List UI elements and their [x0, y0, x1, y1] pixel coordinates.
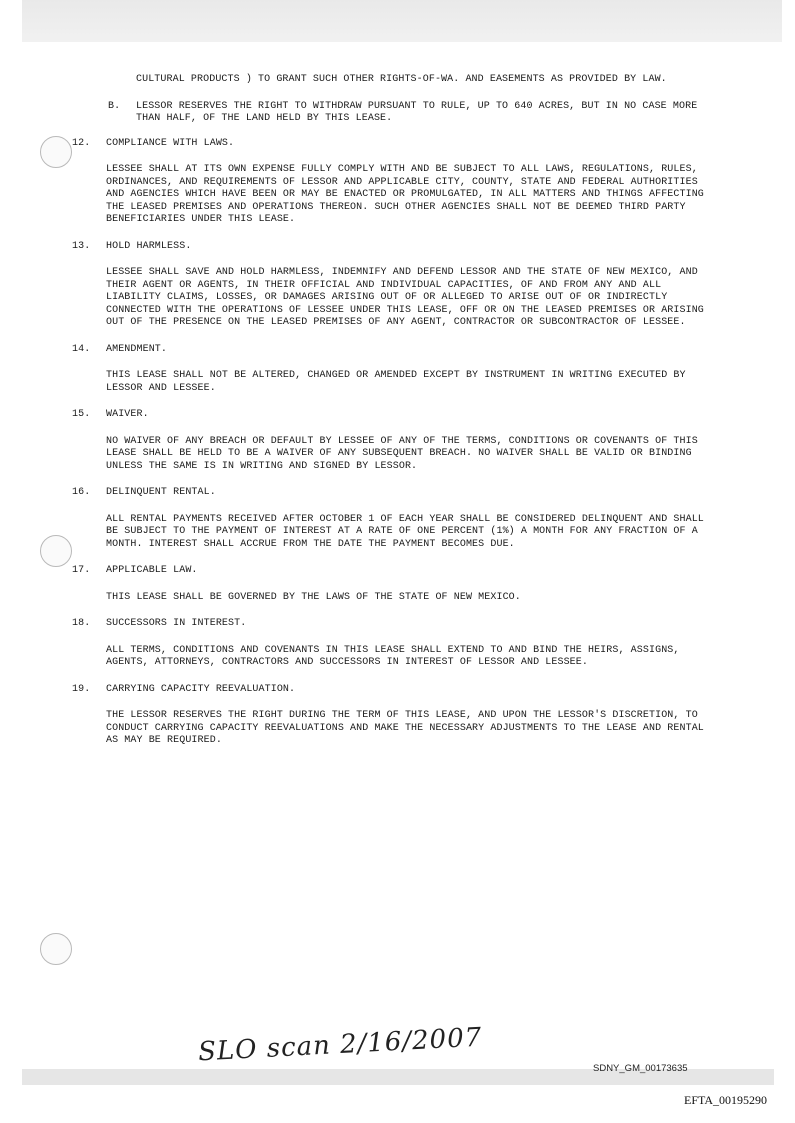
section-heading: AMENDMENT.: [106, 343, 168, 355]
handwritten-scan-note: SLO scan 2/16/2007: [197, 1022, 483, 1068]
document-body: [72, 74, 717, 762]
section-19: [72, 684, 717, 748]
section-12: [72, 138, 717, 227]
section-number: 14.: [72, 343, 91, 355]
subsection-b: [72, 101, 717, 126]
section-18: [72, 618, 717, 670]
section-15: [72, 409, 717, 473]
section-heading: SUCCESSORS IN INTEREST.: [106, 618, 247, 629]
punch-hole-middle: [40, 535, 72, 567]
section-body: ALL TERMS, CONDITIONS AND COVENANTS IN THIS LEASE SHALL EXTEND TO AND BIND THE HEIRS, ASSIGNS, AGENTS, ATTORNEYS, CONTRACTORS AND SUCCESSORS IN INTEREST OF LESSOR AND LESSEE.: [106, 644, 680, 668]
section-number: 16.: [72, 487, 91, 498]
section-number: 17.: [72, 565, 91, 576]
section-16: [72, 487, 717, 551]
continued-paragraph: CULTURAL PRODUCTS ) TO GRANT SUCH OTHER RIGHTS-OF-WA. AND EASEMENTS AS PROVIDED BY LAW.: [136, 74, 667, 85]
section-body: NO WAIVER OF ANY BREACH OR DEFAULT BY LESSEE OF ANY OF THE TERMS, CONDITIONS OR COVENANTS OF THIS LEASE SHALL BE HELD TO BE A WAIVER OF ANY SUBSEQUENT BREACH. NO WAIVER SHALL BE VALID OR BINDING UNLESS THE SAME IS IN WRITING AND SIGNED BY LESSOR.: [106, 435, 698, 472]
section-body: ALL RENTAL PAYMENTS RECEIVED AFTER OCTOBER 1 OF EACH YEAR SHALL BE CONSIDERED DELINQUENT AND SHALL BE SUBJECT TO THE PAYMENT OF INTEREST AT A RATE OF ONE PERCENT (1%) A MONTH FOR ANY FRACTION OF A MONTH. INTEREST SHALL ACCRUE FROM THE DATE THE PAYMENT BECOMES DUE.: [106, 513, 704, 550]
section-heading: CARRYING CAPACITY REEVALUATION.: [106, 683, 296, 695]
section-number: 19.: [72, 683, 91, 695]
section-13: [72, 241, 717, 330]
subsection-letter: B.: [108, 100, 121, 112]
section-body: THE LESSOR RESERVES THE RIGHT DURING THE TERM OF THIS LEASE, AND UPON THE LESSOR'S DISCRETION, TO CONDUCT CARRYING CAPACITY REEVALUATIONS AND MAKE THE NECESSARY ADJUSTMENTS TO THE LEASE AND RENTAL AS MAY BE REQUIRED.: [106, 710, 704, 746]
bates-number: SDNY_GM_00173635: [593, 1063, 688, 1074]
scan-edge-top: [22, 0, 782, 42]
section-heading: HOLD HARMLESS.: [106, 240, 192, 252]
section-heading-row: [72, 618, 717, 631]
section-heading-row: [72, 487, 717, 500]
section-heading: APPLICABLE LAW.: [106, 565, 198, 576]
subsection-text: LESSOR RESERVES THE RIGHT TO WITHDRAW PURSUANT TO RULE, UP TO 640 ACRES, BUT IN NO CASE MORE THAN HALF, OF THE LAND HELD BY THIS LEASE.: [136, 100, 698, 124]
punch-hole-top: [40, 136, 72, 168]
section-heading-row: [72, 241, 717, 254]
efta-number: EFTA_00195290: [684, 1093, 768, 1107]
section-number: 13.: [72, 240, 91, 252]
section-number: 15.: [72, 409, 91, 420]
section-heading: DELINQUENT RENTAL.: [106, 487, 216, 498]
section-heading: COMPLIANCE WITH LAWS.: [106, 137, 235, 149]
punch-hole-bottom: [40, 933, 72, 965]
section-body: THIS LEASE SHALL NOT BE ALTERED, CHANGED OR AMENDED EXCEPT BY INSTRUMENT IN WRITING EXECUTED BY LESSOR AND LESSEE.: [106, 370, 686, 394]
section-body: LESSEE SHALL SAVE AND HOLD HARMLESS, INDEMNIFY AND DEFEND LESSOR AND THE STATE OF NEW MEXICO, AND THEIR AGENT OR AGENTS, IN THEIR OFFICIAL AND INDIVIDUAL CAPACITIES, OF AND FROM ANY AND ALL LIABILITY CLAIMS, LOSSES, OR DAMAGES ARISING OUT OF OR ALLEGED TO ARISE OUT OF OR INDIRECTLY CONNECTED WITH THE OPERATIONS OF LESSEE UNDER THIS LEASE, OFF OR ON THE LEASED PREMISES OR ARISING OUT OF THE PRESENCE ON THE LEASED PREMISES OF ANY AGENT, CONTRACTOR OR SUBCONTRACTOR OF LESSEE.: [106, 267, 704, 328]
section-heading-row: [72, 565, 717, 578]
section-number: 12.: [72, 137, 91, 149]
section-number: 18.: [72, 618, 91, 629]
section-body: THIS LEASE SHALL BE GOVERNED BY THE LAWS OF THE STATE OF NEW MEXICO.: [106, 591, 521, 603]
section-heading-row: [72, 344, 717, 357]
section-14: [72, 344, 717, 396]
section-heading-row: [72, 138, 717, 151]
section-body: LESSEE SHALL AT ITS OWN EXPENSE FULLY COMPLY WITH AND BE SUBJECT TO ALL LAWS, REGULATIONS, RULES, ORDINANCES, AND REQUIREMENTS OF LESSOR AND APPLICABLE CITY, COUNTY, STATE AND FEDERAL AUTHORITIES AND AGENCIES WHICH HAVE BEEN OR MAY BE ENACTED OR PROMULGATED, IN ALL MATTERS AND THINGS AFFECTING THE LEASED PREMISES AND OPERATIONS THEREON. SUCH OTHER AGENCIES SHALL NOT BE DEEMED THIRD PARTY BENEFICIARIES UNDER THIS LEASE.: [106, 164, 704, 225]
section-heading-row: [72, 409, 717, 422]
section-heading-row: [72, 684, 717, 697]
section-heading: WAIVER.: [106, 409, 149, 420]
section-17: [72, 565, 717, 604]
